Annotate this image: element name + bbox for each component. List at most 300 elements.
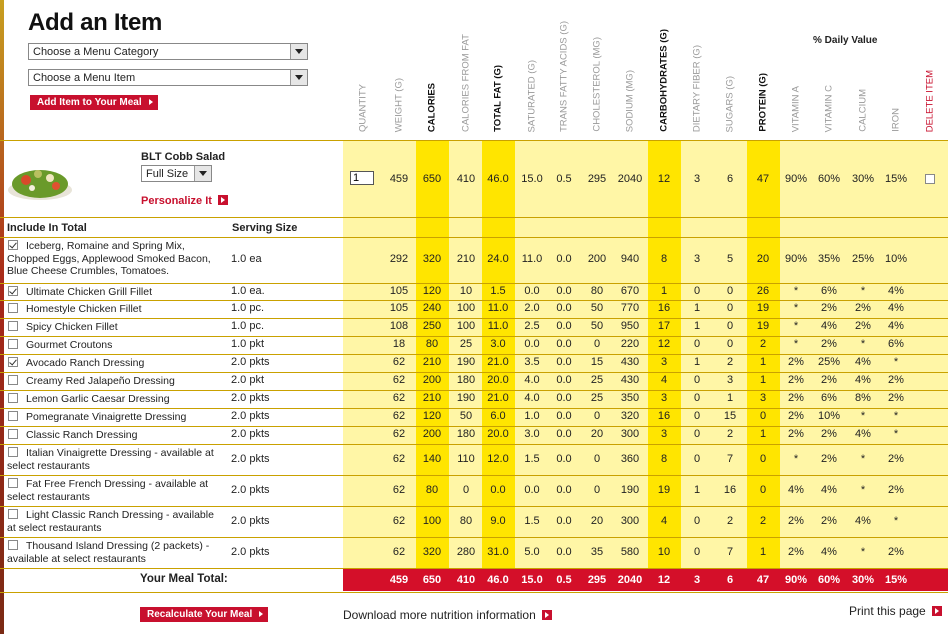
nutrition-value: 62 (392, 483, 406, 496)
nutrition-value: 2.0 (524, 302, 540, 314)
nutrition-value: 295 (587, 574, 607, 586)
nutrition-value: 0 (693, 514, 701, 527)
nutrition-value: 2% (888, 392, 904, 404)
nutrition-value: 35% (817, 253, 841, 265)
nutrition-value: 1.5 (490, 284, 506, 297)
nutrition-value: 940 (620, 253, 640, 265)
arrow-right-icon (218, 195, 228, 205)
column-header-label: CHOLESTEROL (MG) (591, 37, 603, 132)
menu-category-select-value: Choose a Menu Category (33, 46, 159, 58)
nutrition-value: * (793, 338, 799, 350)
nutrition-value: 8 (660, 452, 668, 465)
nutrition-value: 0.0 (556, 338, 572, 350)
nutrition-value: 25 (590, 374, 604, 386)
nutrition-value: 4% (821, 545, 837, 558)
arrow-right-icon (932, 606, 942, 616)
nutrition-value: 19 (756, 302, 770, 314)
nutrition-value: 47 (756, 574, 770, 586)
column-header-label: SATURATED (G) (526, 59, 538, 132)
nutrition-value: 105 (389, 302, 409, 314)
nutrition-value: * (793, 320, 799, 332)
ingredient-label: Classic Ranch Dressing (26, 429, 138, 441)
ingredient-label: Ultimate Chicken Grill Fillet (26, 286, 153, 298)
serving-size: 2.0 pkts (231, 356, 270, 368)
item-name: BLT Cobb Salad (141, 151, 226, 163)
nutrition-value: 20.0 (487, 428, 509, 440)
nutrition-value: 4% (855, 514, 871, 527)
nutrition-value: 50 (459, 410, 473, 422)
serving-size: 2.0 pkts (231, 428, 270, 440)
nutrition-value: 3.0 (490, 338, 506, 350)
nutrition-value: 9.0 (490, 514, 506, 527)
nutrition-value: 0 (726, 338, 734, 350)
nutrition-value: 6% (821, 392, 837, 404)
nutrition-value: 30% (851, 574, 875, 586)
nutrition-value: 6% (821, 284, 837, 297)
nutrition-value: 20 (756, 253, 770, 265)
nutrition-value: 12.0 (487, 452, 509, 465)
column-header-vitamin-a (786, 42, 806, 134)
ingredient-label: Spicy Chicken Fillet (26, 321, 118, 333)
nutrition-value: 4% (855, 356, 871, 368)
nutrition-value: 80 (425, 338, 439, 350)
nutrition-value: * (860, 410, 866, 422)
nutrition-value: 180 (456, 374, 476, 386)
divider (0, 372, 948, 373)
ingredient-label: Creamy Red Jalapeño Dressing (26, 375, 175, 387)
nutrition-value: 62 (392, 545, 406, 558)
nutrition-value: 6.0 (490, 410, 506, 422)
column-header-vitamin-c (819, 42, 839, 134)
nutrition-value: 100 (422, 514, 442, 527)
nutrition-value: 10 (657, 545, 671, 558)
menu-item-select[interactable] (28, 69, 308, 86)
nutrition-value: 4% (855, 428, 871, 440)
nutrition-value: 2% (821, 338, 837, 350)
nutrition-value: 20.0 (487, 374, 509, 386)
nutrition-value: 25% (817, 356, 841, 368)
nutrition-value: 100 (456, 302, 476, 314)
nutrition-value: 1 (693, 483, 701, 496)
serving-size: 1.0 ea (231, 253, 262, 265)
nutrition-value: 6% (888, 338, 904, 350)
nutrition-value: 62 (392, 374, 406, 386)
nutrition-value: 3 (693, 253, 701, 265)
column-header-label: QUANTITY (357, 83, 369, 132)
column-header-label: PROTEIN (G) (757, 73, 769, 132)
nutrition-value: * (893, 514, 899, 527)
serving-size: 2.0 pkts (231, 452, 270, 465)
nutrition-value: 2% (788, 545, 804, 558)
nutrition-value: 0.0 (556, 514, 572, 527)
nutrition-value: 320 (620, 410, 640, 422)
nutrition-value: 18 (392, 338, 406, 350)
nutrition-value: 2 (759, 514, 767, 527)
serving-size: 1.0 pkt (231, 338, 265, 350)
ingredient-label: Gourmet Croutons (26, 339, 113, 351)
nutrition-value: * (860, 545, 866, 558)
nutrition-value: 100 (456, 320, 476, 332)
nutrition-value: 4% (855, 374, 871, 386)
nutrition-value: 2% (788, 374, 804, 386)
nutrition-value: 46.0 (487, 173, 509, 185)
nutrition-value: 90% (784, 253, 808, 265)
nutrition-value: 31.0 (487, 545, 509, 558)
nutrition-value: 1 (693, 302, 701, 314)
divider (0, 592, 948, 593)
delete-item-checkbox[interactable] (925, 174, 935, 184)
column-header-label: VITAMIN C (823, 84, 835, 132)
nutrition-value: 0.0 (556, 253, 572, 265)
nutrition-value: 105 (389, 284, 409, 297)
column-header-weight-g (389, 42, 409, 134)
nutrition-value: 320 (422, 253, 442, 265)
nutrition-value: 4% (888, 320, 904, 332)
nutrition-value: 30% (851, 173, 875, 185)
nutrition-value: 80 (459, 514, 473, 527)
divider (0, 354, 948, 355)
column-header-cholesterol-mg (587, 37, 607, 134)
nutrition-value: 180 (456, 428, 476, 440)
nutrition-value: 1 (726, 392, 734, 404)
nutrition-value: 210 (456, 253, 476, 265)
divider (0, 408, 948, 409)
nutrition-value: 2% (821, 374, 837, 386)
nutrition-value: 80 (425, 483, 439, 496)
nutrition-value: 0 (693, 410, 701, 422)
nutrition-value: 35 (590, 545, 604, 558)
serving-size: 1.0 ea. (231, 284, 265, 297)
nutrition-value: 292 (389, 253, 409, 265)
serving-size: 2.0 pkts (231, 392, 270, 404)
nutrition-value: * (860, 284, 866, 297)
nutrition-value: 60% (817, 574, 841, 586)
nutrition-value: 2% (788, 514, 804, 527)
divider (0, 336, 948, 337)
nutrition-value: 0 (693, 545, 701, 558)
nutrition-value: 0 (726, 302, 734, 314)
nutrition-value: 0 (693, 284, 701, 297)
nutrition-value: 320 (422, 545, 442, 558)
divider (0, 318, 948, 319)
serving-size: 2.0 pkt (231, 374, 265, 386)
column-header-sodium-mg (620, 42, 640, 134)
menu-category-select[interactable] (28, 43, 308, 60)
nutrition-value: 0.5 (556, 173, 572, 185)
nutrition-value: 210 (422, 392, 442, 404)
nutrition-value: 190 (456, 392, 476, 404)
nutrition-value: 240 (422, 302, 442, 314)
nutrition-value: 3.5 (524, 356, 540, 368)
recalculate-button[interactable]: Recalculate Your Meal (140, 607, 268, 622)
personalize-link[interactable] (141, 195, 228, 207)
nutrition-value: 3 (693, 574, 701, 586)
nutrition-value: 50 (590, 302, 604, 314)
nutrition-value: 15% (884, 574, 908, 586)
nutrition-value: 0.0 (556, 410, 572, 422)
nutrition-value: 0 (593, 338, 601, 350)
nutrition-value: 0 (759, 452, 767, 465)
ingredient-label: Iceberg, Romaine and Spring Mix, Chopped Eggs, Applewood Smoked Bacon, Blue Cheese Crumbles, Tomatoes. (7, 240, 211, 277)
nutrition-value: 0 (593, 452, 601, 465)
nutrition-value: * (860, 452, 866, 465)
left-edge-decoration (0, 0, 4, 634)
nutrition-value: 0.0 (556, 302, 572, 314)
serving-size: 2.0 pkts (231, 483, 270, 496)
nutrition-value: 410 (456, 173, 476, 185)
nutrition-value: 2% (788, 356, 804, 368)
nutrition-value: 0.0 (524, 284, 540, 297)
divider (0, 444, 948, 445)
nutrition-value: * (860, 483, 866, 496)
nutrition-value: 0 (759, 410, 767, 422)
nutrition-value: 430 (620, 374, 640, 386)
quantity-input[interactable] (350, 171, 374, 185)
column-header-label: DELETE ITEM (924, 69, 936, 132)
nutrition-value: 62 (392, 428, 406, 440)
nutrition-value: 108 (389, 320, 409, 332)
nutrition-value: 410 (456, 574, 476, 586)
column-header-label: SODIUM (MG) (624, 69, 636, 132)
nutrition-value: 10% (817, 410, 841, 422)
chevron-down-icon (290, 44, 307, 59)
nutrition-value: 1 (759, 545, 767, 558)
nutrition-value: 17 (657, 320, 671, 332)
nutrition-value: 0 (726, 284, 734, 297)
nutrition-value: 11.0 (521, 253, 543, 265)
nutrition-value: 2% (855, 302, 871, 314)
nutrition-value: 10% (884, 253, 908, 265)
nutrition-value: 459 (389, 173, 409, 185)
nutrition-value: 11.0 (487, 302, 509, 314)
nutrition-value: 2% (821, 302, 837, 314)
nutrition-value: 4% (888, 302, 904, 314)
nutrition-value: 650 (422, 574, 442, 586)
nutrition-value: 4.0 (524, 392, 540, 404)
divider (0, 237, 948, 238)
nutrition-value: 0.0 (556, 545, 572, 558)
nutrition-value: 2% (888, 452, 904, 465)
page-title: Add an Item (28, 9, 163, 36)
column-header-label: TRANS FATTY ACIDS (G) (558, 20, 570, 132)
nutrition-value: 62 (392, 514, 406, 527)
nutrition-value: 15.0 (521, 173, 543, 185)
nutrition-value: 1 (660, 284, 668, 297)
nutrition-value: 1 (693, 356, 701, 368)
include-in-total-header: Include In Total (7, 222, 87, 234)
divider (0, 475, 948, 476)
column-header-label: CARBOHYDRATES (G) (658, 29, 670, 132)
nutrition-value: 0 (693, 374, 701, 386)
column-header-saturated-g (522, 42, 542, 134)
nutrition-value: 140 (422, 452, 442, 465)
nutrition-value: 15% (884, 173, 908, 185)
download-label: Download more nutrition information (343, 608, 536, 622)
nutrition-value: 200 (422, 374, 442, 386)
print-page-link[interactable] (849, 604, 942, 618)
nutrition-value: 2 (726, 428, 734, 440)
nutrition-value: 3 (726, 374, 734, 386)
column-header-delete-item (920, 42, 940, 134)
nutrition-value: 1 (759, 356, 767, 368)
ingredient-label: Fat Free French Dressing - available at select restaurants (7, 478, 209, 503)
divider (0, 217, 948, 218)
nutrition-value: 12 (657, 574, 671, 586)
nutrition-value: 3.0 (524, 428, 540, 440)
ingredient-label: Pomegranate Vinaigrette Dressing (26, 411, 187, 423)
nutrition-value: 2% (888, 545, 904, 558)
nutrition-value: 7 (726, 452, 734, 465)
nutrition-value: 0 (693, 452, 701, 465)
nutrition-value: 8% (855, 392, 871, 404)
column-header-label: CALORIES FROM FAT (460, 33, 472, 132)
nutrition-value: 11.0 (487, 320, 509, 332)
nutrition-value: 19 (756, 320, 770, 332)
nutrition-value: 15.0 (521, 574, 543, 586)
nutrition-value: 0 (759, 483, 767, 496)
column-header-label: IRON (890, 108, 902, 132)
column-header-protein-g (753, 42, 773, 134)
serving-size: 2.0 pkts (231, 410, 270, 422)
nutrition-value: 8 (660, 253, 668, 265)
nutrition-value: 4% (821, 320, 837, 332)
nutrition-value: 300 (620, 428, 640, 440)
nutrition-value: 650 (422, 173, 442, 185)
column-header-label: VITAMIN A (790, 85, 802, 132)
nutrition-value: 46.0 (487, 574, 509, 586)
nutrition-value: 90% (784, 173, 808, 185)
column-header-dietary-fiber-g (687, 42, 707, 134)
divider (0, 537, 948, 538)
nutrition-value: 0.0 (556, 392, 572, 404)
nutrition-value: 1 (759, 428, 767, 440)
nutrition-value: 20 (590, 514, 604, 527)
nutrition-value: 24.0 (487, 253, 509, 265)
nutrition-value: 6 (726, 574, 734, 586)
nutrition-value: 0.0 (556, 428, 572, 440)
nutrition-value: 2% (855, 320, 871, 332)
nutrition-value: 2% (888, 374, 904, 386)
nutrition-value: 0.0 (556, 356, 572, 368)
nutrition-value: 4% (788, 483, 804, 496)
nutrition-value: 7 (726, 545, 734, 558)
nutrition-value: 0.0 (556, 374, 572, 386)
nutrition-value: 2040 (617, 574, 643, 586)
nutrition-value: 21.0 (487, 392, 509, 404)
column-header-sugars-g (720, 42, 740, 134)
column-header-calories (422, 42, 442, 134)
nutrition-value: 2% (788, 392, 804, 404)
nutrition-value: 0 (693, 338, 701, 350)
nutrition-value: 190 (456, 356, 476, 368)
column-header-quantity (353, 42, 373, 134)
meal-total-label: Your Meal Total: (140, 573, 228, 585)
nutrition-value: 0.0 (556, 452, 572, 465)
ingredient-label: Homestyle Chicken Fillet (26, 303, 142, 315)
nutrition-value: 25 (590, 392, 604, 404)
size-select[interactable] (141, 165, 212, 182)
nutrition-value: 19 (657, 483, 671, 496)
nutrition-value: 0 (693, 428, 701, 440)
download-nutrition-link[interactable] (343, 608, 552, 622)
ingredient-label: Thousand Island Dressing (2 packets) - available at select restaurants (7, 540, 210, 565)
column-header-label: SUGARS (G) (724, 75, 736, 132)
nutrition-value: 16 (657, 302, 671, 314)
nutrition-value: 459 (389, 574, 409, 586)
nutrition-value: 3 (693, 173, 701, 185)
column-header-label: CALORIES (426, 82, 438, 132)
nutrition-value: 120 (422, 410, 442, 422)
nutrition-value: 580 (620, 545, 640, 558)
nutrition-value: 0.0 (556, 320, 572, 332)
nutrition-value: 0.0 (556, 483, 572, 496)
nutrition-value: 62 (392, 356, 406, 368)
nutrition-value: 200 (422, 428, 442, 440)
nutrition-value: 0.0 (490, 483, 506, 496)
nutrition-value: 1.5 (524, 452, 540, 465)
nutrition-value: 12 (657, 338, 671, 350)
serving-size: 2.0 pkts (231, 545, 270, 558)
column-header-label: TOTAL FAT (G) (492, 65, 504, 132)
divider (0, 426, 948, 427)
nutrition-value: 60% (817, 173, 841, 185)
nutrition-value: 2% (821, 428, 837, 440)
nutrition-value: 2% (888, 483, 904, 496)
nutrition-value: 6 (726, 173, 734, 185)
personalize-label: Personalize It (141, 195, 212, 207)
column-header-calories-from-fat (456, 33, 476, 134)
nutrition-value: 0 (593, 483, 601, 496)
nutrition-value: 0.0 (556, 284, 572, 297)
column-header-carbohydrates-g (654, 29, 674, 134)
ingredient-label: Avocado Ranch Dressing (26, 357, 145, 369)
nutrition-value: 50 (590, 320, 604, 332)
add-item-button[interactable]: Add Item to Your Meal (30, 95, 158, 110)
nutrition-value: 1.0 (524, 410, 540, 422)
nutrition-value: 12 (657, 173, 671, 185)
nutrition-value: 1 (693, 320, 701, 332)
nutrition-value: 26 (756, 284, 770, 297)
nutrition-value: 4% (821, 483, 837, 496)
nutrition-value: 250 (422, 320, 442, 332)
nutrition-value: * (793, 284, 799, 297)
nutrition-value: 47 (756, 173, 770, 185)
nutrition-value: 62 (392, 410, 406, 422)
nutrition-value: 2 (726, 356, 734, 368)
nutrition-value: 350 (620, 392, 640, 404)
nutrition-value: 2% (821, 514, 837, 527)
serving-size-header: Serving Size (232, 222, 298, 234)
nutrition-value: 2% (821, 452, 837, 465)
salad-image (6, 160, 74, 202)
column-header-iron (886, 42, 906, 134)
percent-daily-value-header: % Daily Value (813, 35, 878, 46)
nutrition-value: * (860, 338, 866, 350)
nutrition-value: 295 (587, 173, 607, 185)
nutrition-value: 220 (620, 338, 640, 350)
nutrition-value: 670 (620, 284, 640, 297)
nutrition-value: 770 (620, 302, 640, 314)
nutrition-value: 90% (784, 574, 808, 586)
nutrition-value: 5.0 (524, 545, 540, 558)
column-header-label: CALCIUM (857, 89, 869, 132)
nutrition-value: 950 (620, 320, 640, 332)
divider (0, 300, 948, 301)
column-header-total-fat-g (488, 42, 508, 134)
nutrition-value: 210 (422, 356, 442, 368)
nutrition-value: 15 (723, 410, 737, 422)
serving-size: 1.0 pc. (231, 302, 265, 314)
